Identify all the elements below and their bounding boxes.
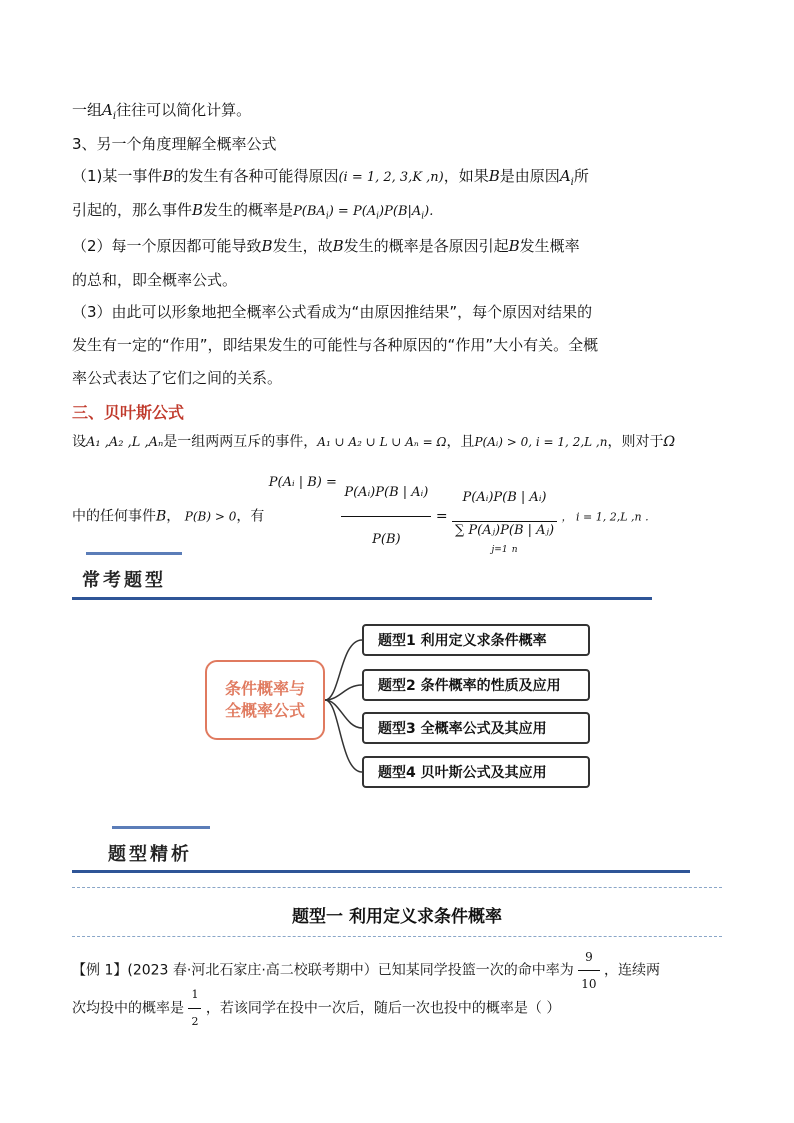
dashed-divider — [72, 936, 722, 937]
text-line: （2）每一个原因都可能导致B发生，故B发生的概率是各原因引起B发生概率 — [72, 237, 580, 255]
mindmap-type-1[interactable]: 题型1 利用定义求条件概率 — [362, 624, 590, 656]
text-line: 的总和，即全概率公式。 — [72, 271, 238, 289]
text-line: （1)某一事件B的发生有各种可能得原因(i = 1, 2, 3,K ,n)，如果B是由原因$A_i$所 — [72, 167, 589, 188]
mindmap-type-2[interactable]: 题型2 条件概率的性质及应用 — [362, 669, 590, 701]
bayes-line-2: 中的任何事件B， P(B) > 0，有 P(Aᵢ | B) = $\frac{\text{P(Aᵢ)P(B | Aᵢ)}}{P(B)}$ = P(Aᵢ)P(B | Aᵢ) ∑ P(Aⱼ)P(B | Aⱼ) j=1 n ， i = 1, 2,L ,n . — [72, 470, 649, 520]
text-line: 率公式表达了它们之间的关系。 — [72, 369, 283, 387]
section-heading-bayes: 三、贝叶斯公式 — [72, 403, 185, 422]
banner-underline — [72, 870, 690, 873]
banner-accent — [112, 826, 210, 829]
bayes-fraction-1: $\frac{\text{P(Aᵢ)P(B | Aᵢ)}}{P(B)}$ — [341, 470, 431, 563]
text-line: （3）由此可以形象地把全概率公式看成为“由原因推结果”，每个原因对结果的 — [72, 303, 593, 321]
example-line-1: 【例 1】(2023 春·河北石家庄·高二校联考期中）已知某同学投篮一次的命中率为 $\frac{9}{10}$ ，连续两 — [72, 944, 660, 997]
text-line: 3、另一个角度理解全概率公式 — [72, 135, 277, 153]
mindmap-type-4[interactable]: 题型4 贝叶斯公式及其应用 — [362, 756, 590, 788]
dashed-divider — [72, 887, 722, 888]
section-banner-common: 常考题型 — [82, 570, 166, 591]
bayes-fraction-2: P(Aᵢ)P(B | Aᵢ) ∑ P(Aⱼ)P(B | Aⱼ) j=1 n — [452, 475, 557, 559]
example-section-title: 题型一 利用定义求条件概率 — [292, 907, 502, 927]
mindmap-center: 条件概率与 全概率公式 — [205, 660, 325, 740]
mindmap-type-3[interactable]: 题型3 全概率公式及其应用 — [362, 712, 590, 744]
section-banner-analysis: 题型精析 — [108, 844, 192, 865]
bayes-line-1: 设A₁ ,A₂ ,L ,Aₙ是一组两两互斥的事件，A₁ ∪ A₂ ∪ L ∪ Aₙ = Ω，且P(Aᵢ) > 0, i = 1, 2,L ,n，则对于Ω — [72, 434, 676, 450]
text-line: 发生有一定的“作用”，即结果发生的可能性与各种原因的“作用”大小有关。全概 — [72, 336, 599, 354]
example-fraction-2: $\frac{1}{2}$ — [188, 982, 201, 1035]
text-line: 一组$A_i$往往可以简化计算。 — [72, 101, 252, 122]
text-line: 引起的，那么事件B发生的概率是$P(BA_i) = P(A_i)P(B|A_i)$. — [72, 201, 434, 222]
example-fraction-1: $\frac{9}{10}$ — [578, 944, 599, 997]
example-line-2: 次均投中的概率是 $\frac{1}{2}$ ，若该同学在投中一次后，随后一次也投中的概率是（ ） — [72, 982, 560, 1035]
